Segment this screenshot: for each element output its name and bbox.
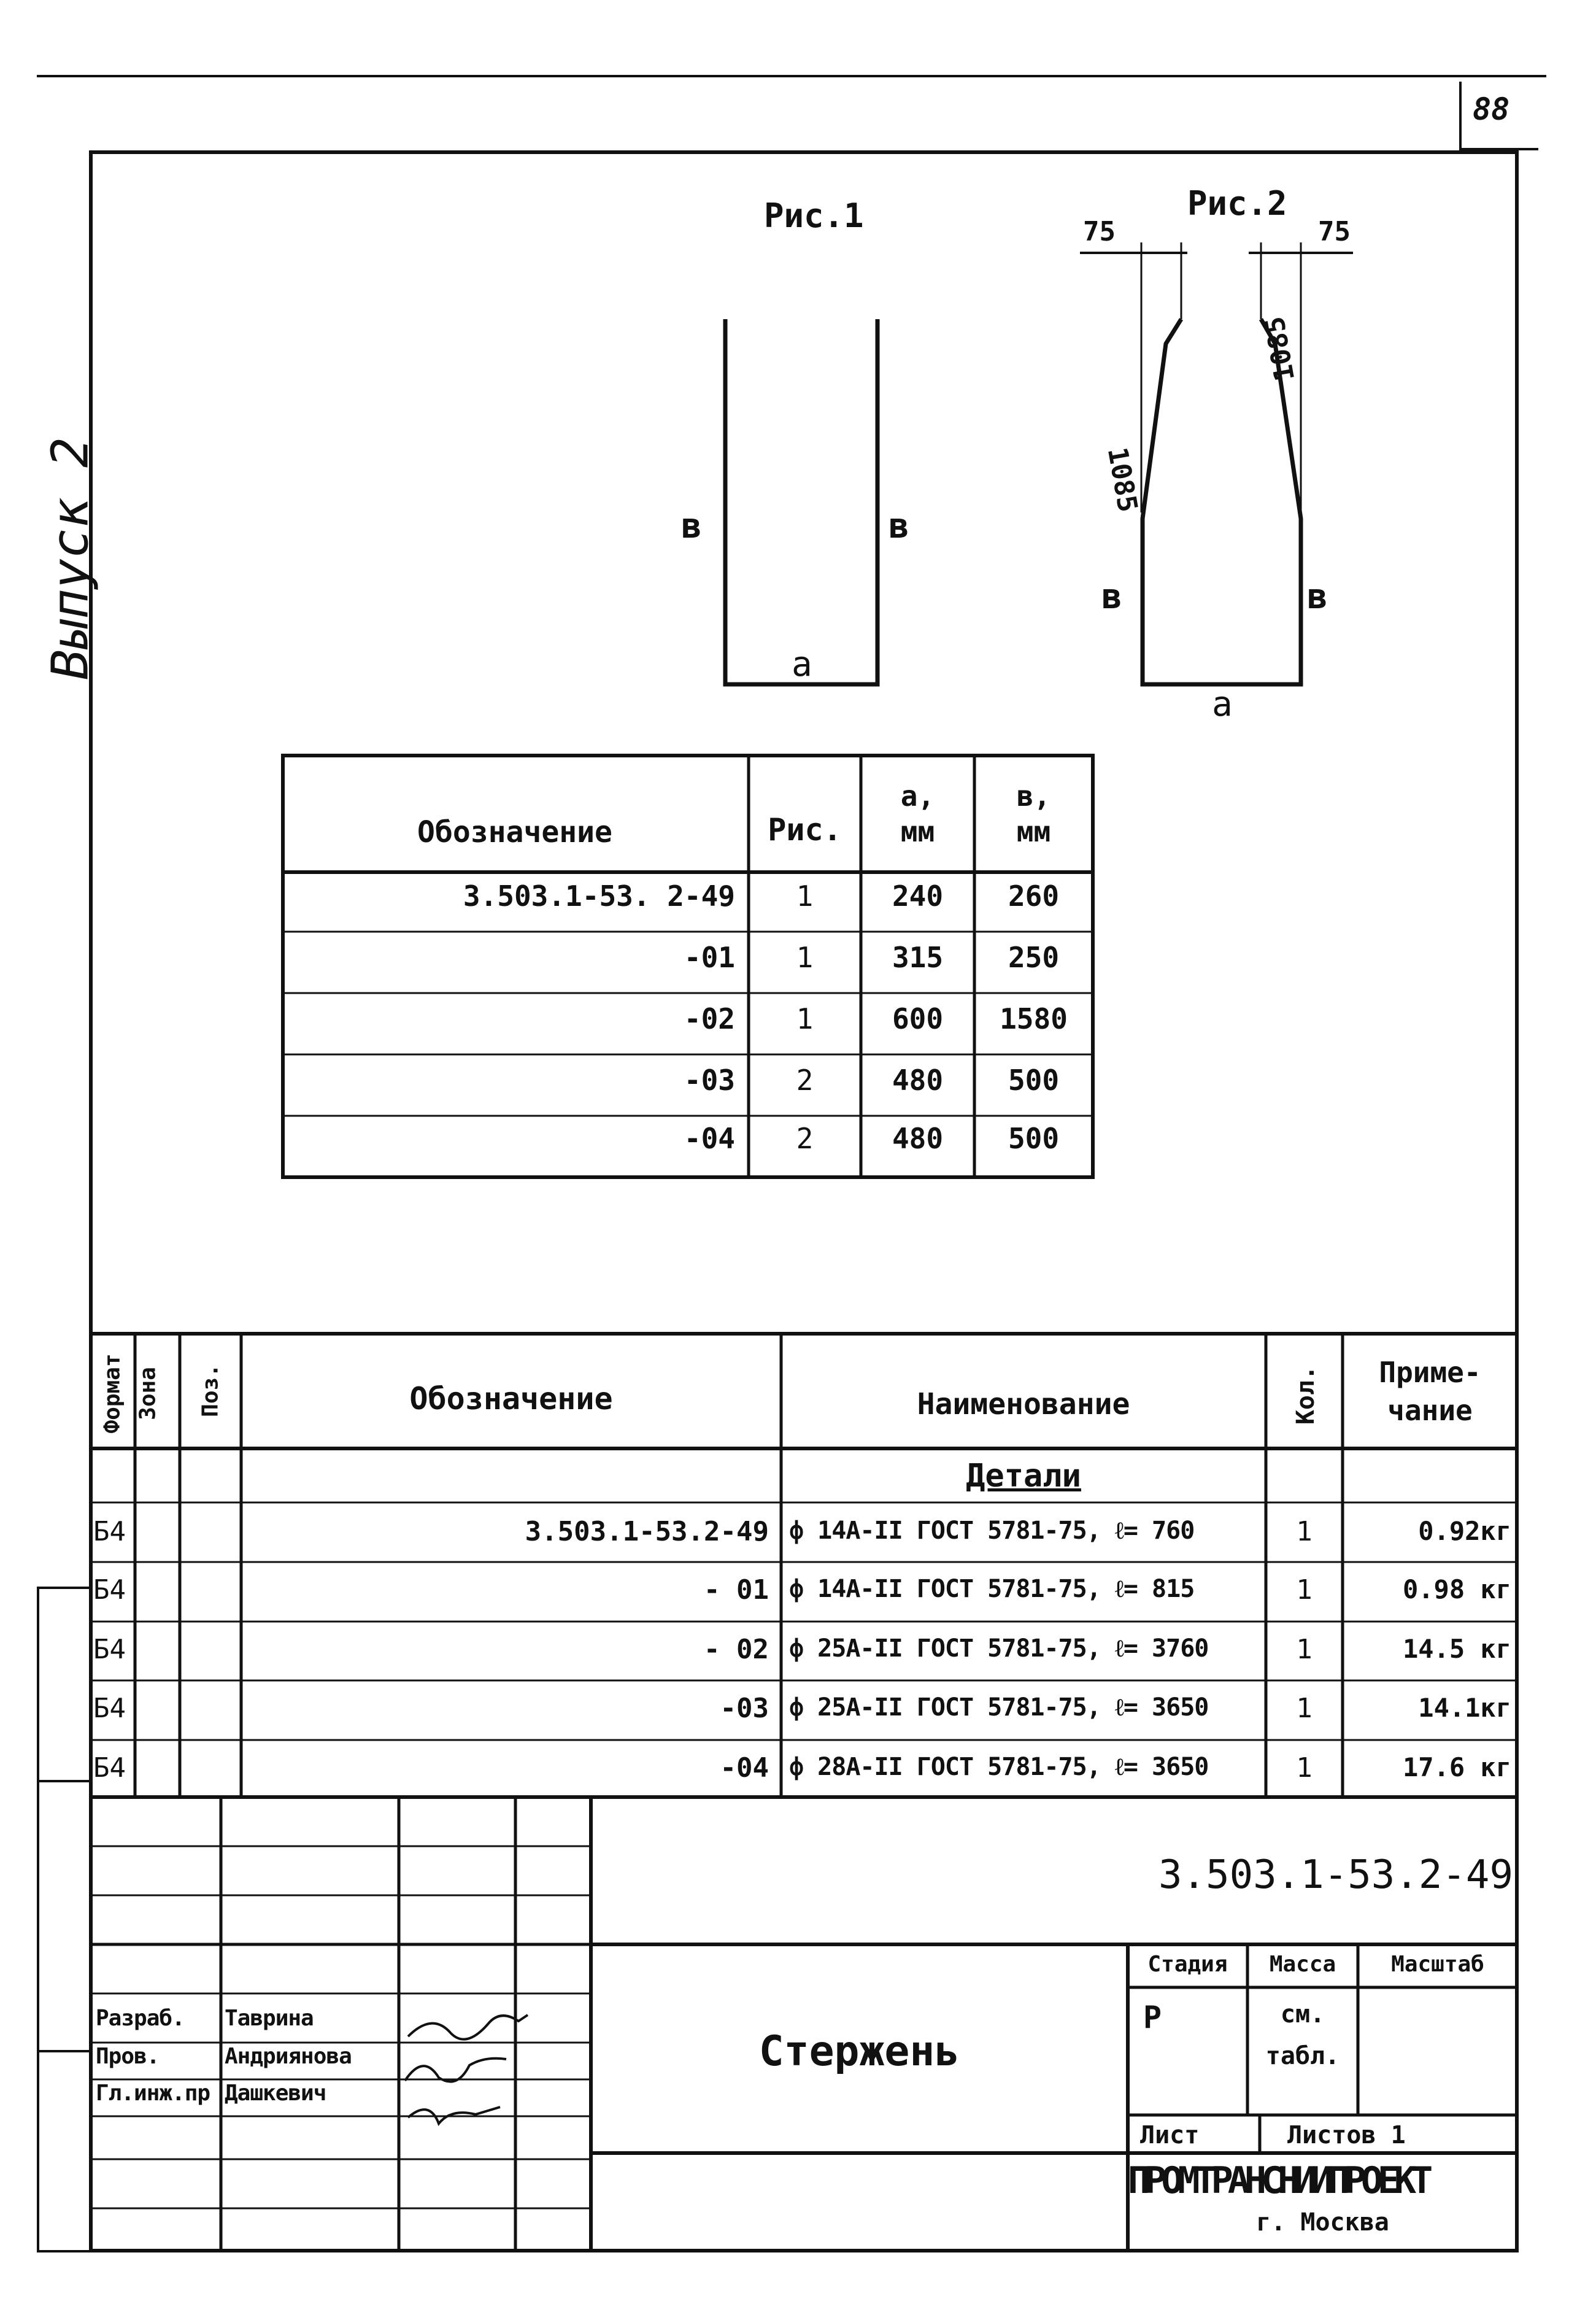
spec-row-note: 14.5 кг	[1402, 1634, 1511, 1664]
scale-label: Масштаб	[1391, 1952, 1484, 1977]
dims-row-b: 260	[1008, 880, 1060, 913]
spec-row-designation: -03	[720, 1693, 769, 1724]
dims-row-a: 315	[892, 941, 944, 974]
fig2-dim-b-left: в	[1101, 577, 1122, 617]
spec-row-qty: 1	[1296, 1693, 1313, 1724]
fig2-title: Рис.2	[1187, 184, 1287, 223]
dims-row-fig: 2	[796, 1122, 814, 1155]
dims-row-designation: -03	[684, 1064, 735, 1097]
dims-row-designation: 3.503.1-53. 2-49	[463, 880, 735, 913]
dims-row-a: 480	[892, 1064, 944, 1097]
dims-header-b: в, мм	[1016, 779, 1051, 848]
dims-header-designation: Обозначение	[417, 815, 612, 849]
sheet-number: 88	[1473, 91, 1510, 127]
dims-row-b: 500	[1008, 1064, 1060, 1097]
fig2-dim-75-left: 75	[1083, 216, 1116, 247]
dims-row-a: 480	[892, 1122, 944, 1155]
spec-header-name: Наименование	[917, 1387, 1130, 1421]
sheets-label: Листов 1	[1287, 2121, 1406, 2149]
fig1-title: Рис.1	[764, 196, 864, 235]
role-name: Андриянова	[225, 2044, 352, 2069]
spec-row-designation: 3.503.1-53.2-49	[525, 1516, 769, 1547]
spec-row-note: 17.6 кг	[1402, 1752, 1511, 1782]
signature-tavrina	[408, 2015, 528, 2040]
org-name: ПРОМТРАНСНИИПРОЕКТ	[1128, 2159, 1428, 2202]
fig2-dim-a: а	[1212, 684, 1233, 724]
spec-row-qty: 1	[1296, 1752, 1313, 1784]
org-city: г. Москва	[1256, 2208, 1389, 2237]
spec-header-zone: Зона	[135, 1367, 161, 1420]
spec-row-name: ф 25А-II ГОСТ 5781-75, ℓ= 3760	[789, 1634, 1209, 1663]
spec-row-qty: 1	[1296, 1574, 1313, 1606]
spec-row-note: 0.92кг	[1418, 1516, 1511, 1546]
mass-label: Масса	[1269, 1952, 1336, 1977]
dims-row-designation: -04	[684, 1122, 735, 1155]
dims-row-fig: 2	[796, 1064, 814, 1097]
spec-header-designation: Обозначение	[409, 1381, 613, 1417]
dims-row-designation: -01	[684, 941, 735, 974]
spec-row-name: ф 14А-II ГОСТ 5781-75, ℓ= 815	[789, 1575, 1195, 1603]
fig2-dim-1085-right: 1085	[1259, 314, 1301, 384]
stage-value: Р	[1143, 2000, 1162, 2035]
spec-row-note: 0.98 кг	[1402, 1574, 1511, 1604]
dims-row-designation: -02	[684, 1002, 735, 1035]
spec-row-qty: 1	[1296, 1516, 1313, 1547]
spec-row-format: Б4	[93, 1516, 126, 1547]
spec-row-format: Б4	[93, 1634, 126, 1665]
spec-header-qty: Кол.	[1292, 1365, 1320, 1425]
signature-dashkevich	[408, 2107, 500, 2124]
doc-code: 3.503.1-53.2-49	[1158, 1852, 1513, 1898]
mass-value: см. табл.	[1265, 2000, 1340, 2070]
fig1-dim-b-left: в	[681, 506, 702, 546]
sheet-label: Лист	[1140, 2121, 1200, 2149]
fig2-dim-1085-left: 1085	[1101, 445, 1144, 515]
role-label: Разраб.	[96, 2006, 185, 2031]
dims-row-a: 600	[892, 1002, 944, 1035]
dims-header-fig: Рис.	[768, 812, 842, 848]
signature-andrianova	[405, 2059, 506, 2082]
dims-row-fig: 1	[796, 1002, 814, 1035]
dims-row-a: 240	[892, 880, 944, 913]
spec-section-title: Детали	[966, 1458, 1081, 1494]
spec-row-note: 14.1кг	[1418, 1693, 1511, 1723]
spec-row-designation: - 01	[704, 1574, 769, 1606]
spec-row-designation: -04	[720, 1752, 769, 1784]
spec-header-pos: Поз.	[198, 1364, 223, 1417]
spec-row-name: ф 14А-II ГОСТ 5781-75, ℓ= 760	[789, 1517, 1195, 1545]
spec-row-designation: - 02	[704, 1634, 769, 1665]
dims-row-fig: 1	[796, 880, 814, 913]
dims-row-fig: 1	[796, 941, 814, 974]
spec-row-format: Б4	[93, 1574, 126, 1606]
spec-row-name: ф 28А-II ГОСТ 5781-75, ℓ= 3650	[789, 1753, 1209, 1781]
spec-row-name: ф 25А-II ГОСТ 5781-75, ℓ= 3650	[789, 1693, 1209, 1722]
spec-row-format: Б4	[93, 1693, 126, 1724]
fig2-dim-75-right: 75	[1318, 216, 1351, 247]
spec-row-format: Б4	[93, 1752, 126, 1784]
role-name: Таврина	[225, 2006, 314, 2031]
role-name: Дашкевич	[225, 2081, 326, 2106]
stage-label: Стадия	[1147, 1952, 1228, 1977]
fig2-dim-b-right: в	[1307, 577, 1328, 617]
dims-row-b: 250	[1008, 941, 1060, 974]
dims-row-b: 1580	[1000, 1002, 1068, 1035]
dims-header-a: а, мм	[900, 779, 935, 848]
spec-header-note: Приме- чание	[1379, 1356, 1481, 1427]
role-label: Гл.инж.пр	[96, 2081, 210, 2106]
spec-header-format: Формат	[99, 1353, 125, 1434]
spec-row-qty: 1	[1296, 1634, 1313, 1665]
fig1-dim-a: а	[792, 644, 812, 684]
side-label: Выпуск 2	[41, 437, 100, 680]
role-label: Пров.	[96, 2044, 160, 2069]
part-name: Стержень	[758, 2027, 960, 2076]
dims-row-b: 500	[1008, 1122, 1060, 1155]
fig1-dim-b-right: в	[889, 506, 909, 546]
